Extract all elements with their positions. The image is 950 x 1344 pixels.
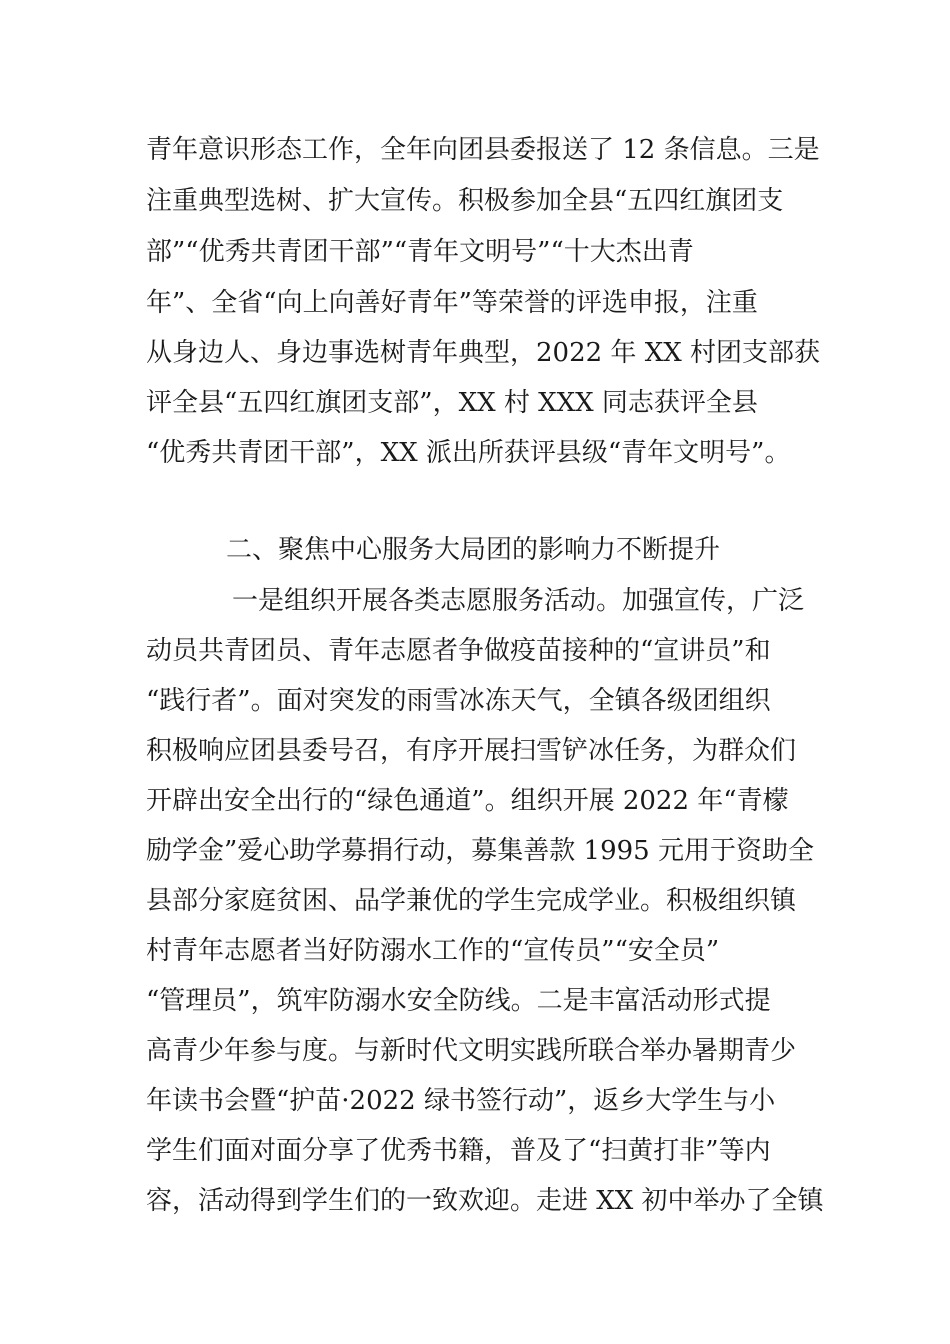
paragraph-line: 年”、全省“向上向善好青年”等荣誉的评选申报，注重 <box>146 288 758 318</box>
section-heading: 二、聚焦中心服务大局团的影响力不断提升 <box>226 535 721 565</box>
paragraph-line: 县部分家庭贫困、品学兼优的学生完成学业。积极组织镇 <box>146 886 797 916</box>
paragraph-line: 青年意识形态工作，全年向团县委报送了 12 条信息。三是 <box>146 135 820 165</box>
paragraph-line: 积极响应团县委号召，有序开展扫雪铲冰任务，为群众们 <box>146 736 797 766</box>
paragraph-line: 评全县“五四红旗团支部”，XX 村 XXX 同志获评全县 <box>146 388 758 418</box>
paragraph-line: 一是组织开展各类志愿服务活动。加强宣传，广泛 <box>232 586 805 616</box>
paragraph-line: “优秀共青团干部”，XX 派出所获评县级“青年文明号”。 <box>146 438 791 468</box>
paragraph-line: 开辟出安全出行的“绿色通道”。组织开展 2022 年“青檬 <box>146 786 789 816</box>
paragraph-line: “践行者”。面对突发的雨雪冰冻天气，全镇各级团组织 <box>146 686 771 716</box>
paragraph-line: 村青年志愿者当好防溺水工作的“宣传员”“安全员” <box>146 936 720 966</box>
paragraph-line: 部”“优秀共青团干部”“青年文明号”“十大杰出青 <box>146 237 694 267</box>
paragraph-line: 高青少年参与度。与新时代文明实践所联合举办暑期青少 <box>146 1036 797 1066</box>
paragraph-line: 动员共青团员、青年志愿者争做疫苗接种的“宣讲员”和 <box>146 636 771 666</box>
paragraph-line: 注重典型选树、扩大宣传。积极参加全县“五四红旗团支 <box>146 186 784 216</box>
paragraph-line: 励学金”爱心助学募捐行动，募集善款 1995 元用于资助全 <box>146 836 814 866</box>
paragraph-line: 从身边人、身边事选树青年典型，2022 年 XX 村团支部获 <box>146 338 820 368</box>
paragraph-line: 年读书会暨“护苗·2022 绿书签行动”，返乡大学生与小 <box>146 1086 776 1116</box>
paragraph-line: 容，活动得到学生们的一致欢迎。走进 XX 初中举办了全镇 <box>146 1186 824 1216</box>
paragraph-line: “管理员”，筑牢防溺水安全防线。二是丰富活动形式提 <box>146 986 771 1016</box>
paragraph-line: 学生们面对面分享了优秀书籍，普及了“扫黄打非”等内 <box>146 1136 771 1166</box>
